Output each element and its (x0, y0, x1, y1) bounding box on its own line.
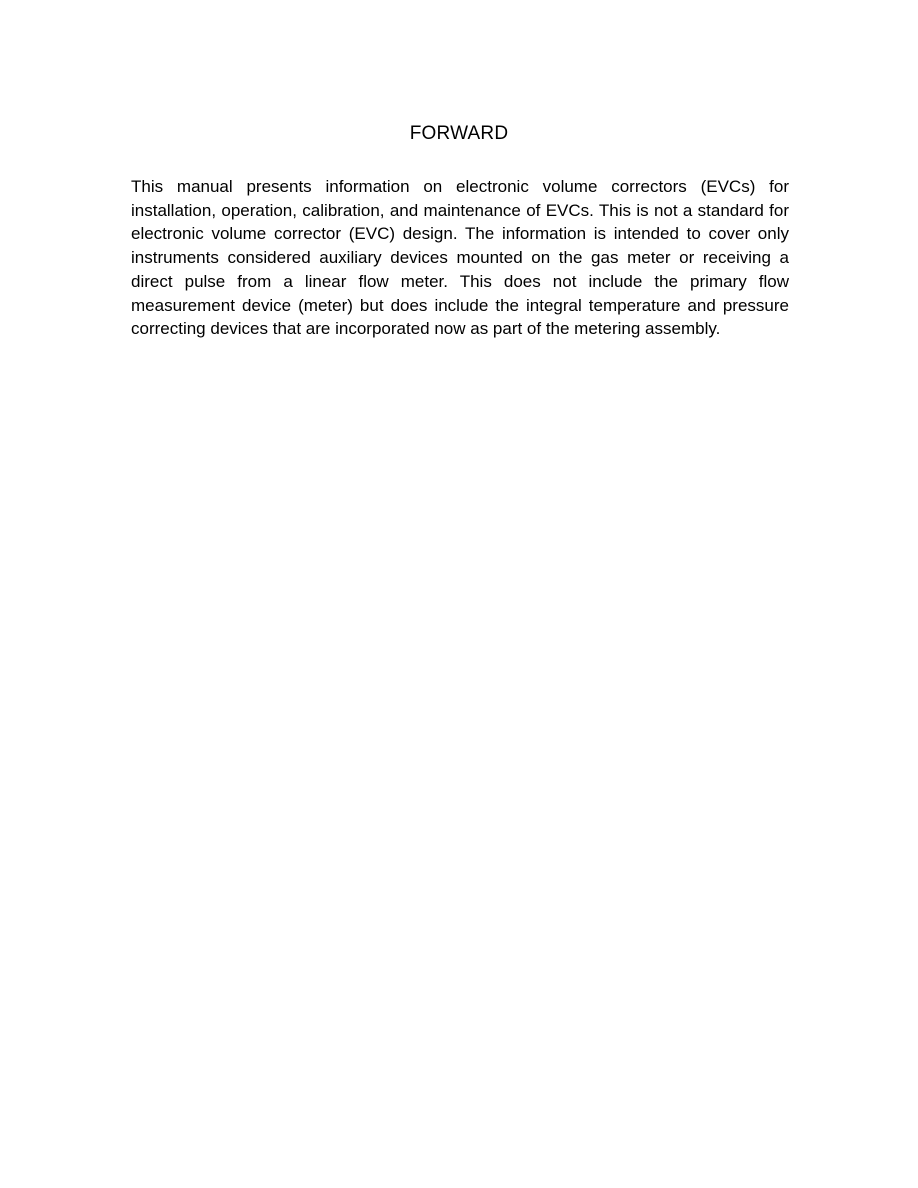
forward-paragraph: This manual presents information on electronic volume correctors (EVCs) for installation, operation, calibration, and maintenance of EVCs. This is not a standard for electronic volume corrector (EVC) design. The information is intended to cover only instruments considered auxiliary devices mounted on the gas meter or receiving a direct pulse from a linear flow meter. This does not include the primary flow measurement device (meter) but does include the integral temperature and pressure correcting devices that are incorporated now as part of the metering assembly. (131, 177, 789, 339)
page-heading: FORWARD (409, 123, 509, 144)
